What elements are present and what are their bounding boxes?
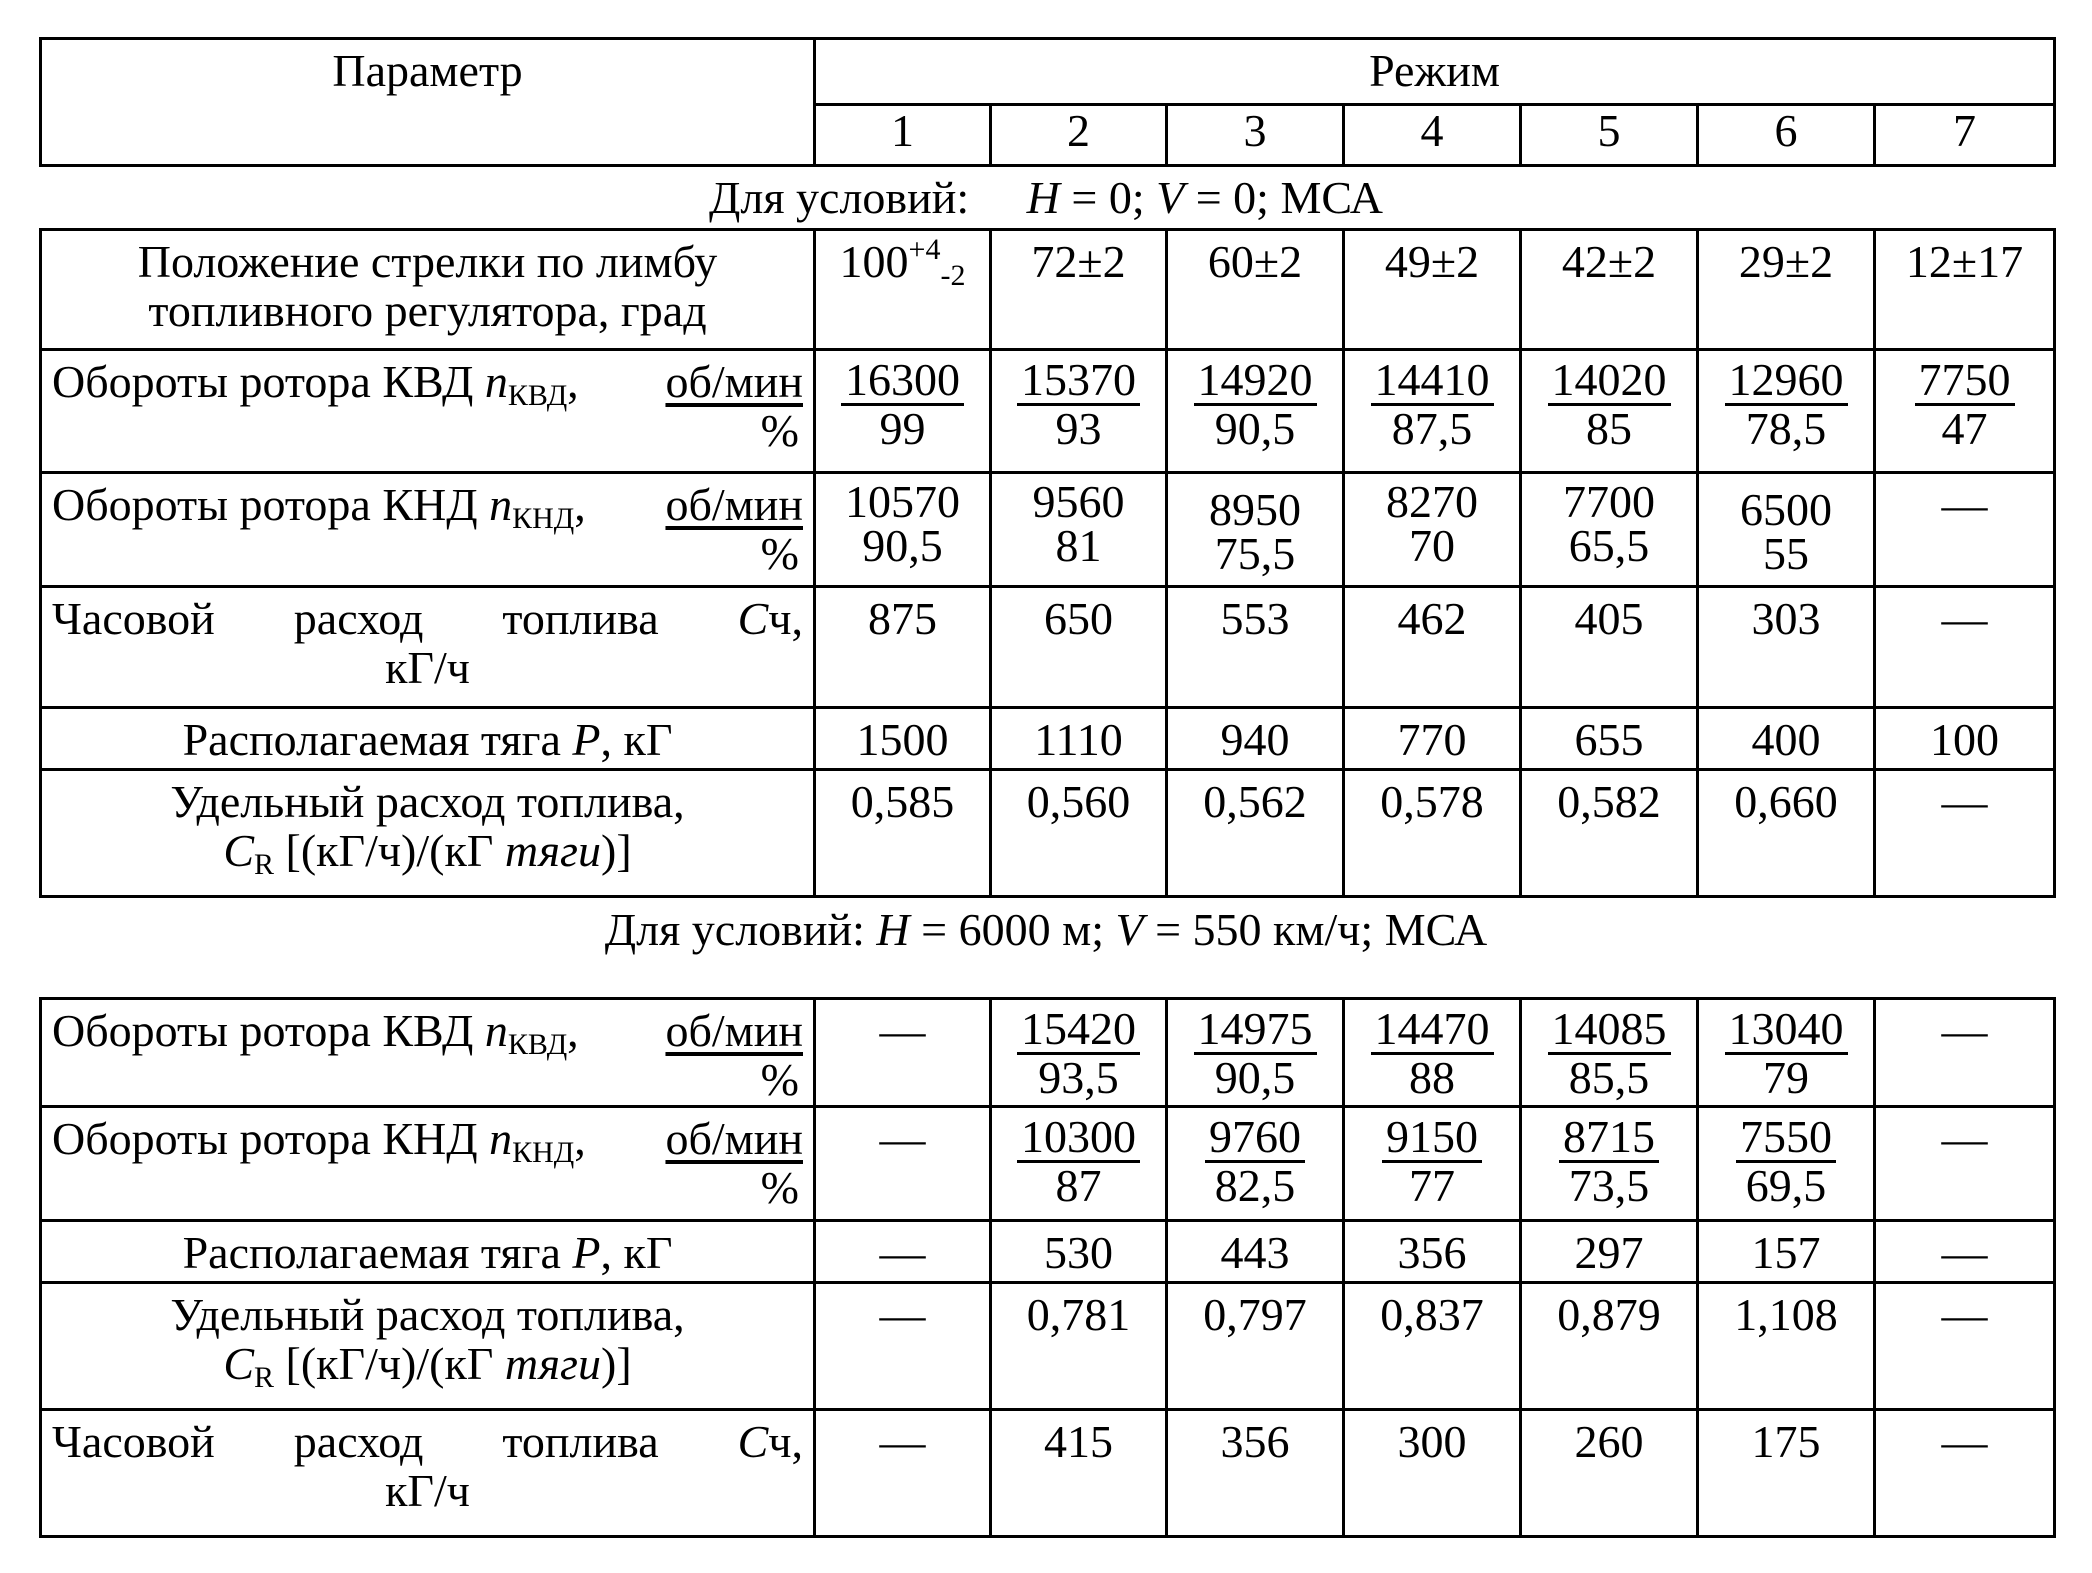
value-cell [1698,999,1875,1107]
value-cell [1521,350,1698,473]
value-cell: 297 [1521,1221,1698,1283]
cond-h-value: = 6000 м; [909,904,1116,955]
value-cell [1344,350,1521,473]
value-cell: 60±2 [1167,230,1344,350]
mode-number: 5 [1521,105,1698,166]
value-cell: 940 [1167,708,1344,770]
value-cell [991,350,1167,473]
cond-v-value: = 550 км/ч; МСА [1143,904,1488,955]
param-symbol: C [223,1338,255,1389]
value-cell: 49±2 [1344,230,1521,350]
value-cell: 0,582 [1521,770,1698,897]
unit-numerator: об/мин [665,479,803,530]
value-cell: 42±2 [1521,230,1698,350]
param-cell: Обороты ротора КНД $n_{КНД}$, об/мин % [41,1107,815,1221]
param-unit: кГ/ч [385,1465,470,1516]
param-unit: [(кГ/ч)/(кГ [274,825,505,876]
value-bottom: 75,5 [1214,528,1296,579]
value-cell [991,1107,1167,1221]
param-label: расход [293,593,424,644]
param-label: топлива [502,593,659,644]
value-cell: 175 [1698,1410,1875,1537]
value-bottom: 79 [1763,1052,1809,1103]
param-cell: Обороты ротора КВД $n_{КВД}$, об/мин % [41,999,815,1107]
row-hourly-fuel [41,587,2055,708]
param-label: Удельный расход топлива, [170,776,685,827]
value-cell: 655 [1521,708,1698,770]
value-bottom: 77 [1409,1160,1455,1211]
value-cell: 415 [991,1410,1167,1537]
cond-prefix: Для условий: [604,904,877,955]
unit-numerator: об/мин [665,356,803,407]
value-bottom: 85 [1586,403,1632,454]
value-cell: 405 [1521,587,1698,708]
value-cell [1344,1107,1521,1221]
value-cell: 356 [1344,1221,1521,1283]
value-cell: 260 [1521,1410,1698,1537]
param-symbol: P [572,1227,601,1278]
value-cell: 650 [991,587,1167,708]
value-top: 7700 [1563,476,1655,527]
value-cell [1698,350,1875,473]
param-unit: , кГ [600,714,673,765]
param-label: Располагаемая тяга [182,1227,573,1278]
param-subscript: КНД [512,1136,575,1169]
value-bottom: 47 [1941,403,1988,454]
value-base: 100 [839,236,909,287]
value-cell: 0,562 [1167,770,1344,897]
value-top: 7550 [1736,1114,1836,1163]
value-cell [991,999,1167,1107]
value-cell [991,473,1167,587]
value-cell [815,350,991,473]
value-cell: — [815,1107,991,1221]
value-cell [1167,1107,1344,1221]
param-label: Обороты ротора КНД [52,1113,490,1164]
param-symbol: C [223,825,255,876]
value-bottom: 93 [1055,403,1102,454]
value-cell: 72±2 [991,230,1167,350]
row-knd-rpm [41,1107,2055,1221]
value-cell [1698,473,1875,587]
value-cell [1344,473,1521,587]
value-cell: — [815,999,991,1107]
param-cell [41,1410,815,1537]
value-top: 6500 [1740,484,1832,535]
section1-table [39,228,2056,898]
param-cell [41,230,815,350]
param-label: Часовой [52,593,215,644]
value-cell: 530 [991,1221,1167,1283]
param-symbol: n [484,1005,508,1056]
param-label: Обороты ротора КНД [52,479,490,530]
cond-v-value: = 0; МСА [1184,172,1383,223]
param-label: Часовой [52,1416,215,1467]
value-bottom: 90,5 [862,520,943,571]
value-cell [1167,999,1344,1107]
value-top: 9760 [1205,1114,1305,1163]
value-bottom: 87 [1055,1160,1102,1211]
param-header-label: Параметр [332,45,523,96]
value-cell: 553 [1167,587,1344,708]
value-cell: — [1875,1410,2055,1537]
value-top: 15420 [1017,1006,1140,1055]
value-cell: — [815,1283,991,1410]
value-cell [1521,1107,1698,1221]
row-thrust [41,708,2055,770]
param-subscript: КНД [512,502,575,535]
value-cell [1521,473,1698,587]
value-cell: — [1875,1221,2055,1283]
param-label: Обороты ротора КВД [52,1005,485,1056]
value-bottom: 78,5 [1745,403,1827,454]
value-bottom: 99 [879,403,926,454]
value-bottom: 85,5 [1568,1052,1650,1103]
value-cell [1875,350,2055,473]
header-table [39,37,2056,167]
value-cell: — [1875,770,2055,897]
param-cell [41,708,815,770]
param-label: топливного регулятора, град [148,285,707,336]
unit-denominator: % [760,405,799,456]
value-cell [1698,1107,1875,1221]
value-bottom: 93,5 [1038,1052,1119,1103]
param-symbol: n [489,479,513,530]
param-unit: )] [601,1338,632,1389]
row-specific-fuel [41,1283,2055,1410]
value-top: 14410 [1371,357,1494,406]
mode-number: 4 [1344,105,1521,166]
value-cell: — [1875,1283,2055,1410]
value-cell: 0,797 [1167,1283,1344,1410]
unit-denominator: % [760,1162,799,1213]
value-top: 8950 [1209,484,1301,535]
value-cell: 0,879 [1521,1283,1698,1410]
param-unit: [(кГ/ч)/(кГ [274,1338,505,1389]
value-top: 10300 [1017,1114,1140,1163]
value-top: 13040 [1725,1006,1848,1055]
row-hourly-fuel [41,1410,2055,1537]
param-subscript: R [254,1361,275,1394]
value-cell: 400 [1698,708,1875,770]
value-top: 14085 [1548,1006,1671,1055]
value-cell: 100 [1875,708,2055,770]
value-top: 14470 [1371,1006,1494,1055]
cond-h-value: = 0; [1059,172,1157,223]
value-bottom: 90,5 [1214,403,1296,454]
value-bottom: 73,5 [1568,1160,1650,1211]
value-cell [815,473,991,587]
param-subscript: R [254,848,275,881]
param-cell: Обороты ротора КНД $n_{КНД}$, об/мин % [41,473,815,587]
mode-number: 1 [815,105,991,166]
value-cell: 0,837 [1344,1283,1521,1410]
value-bottom: 65,5 [1568,520,1650,571]
value-cell [1167,350,1344,473]
value-cell: — [815,1410,991,1537]
param-unit: )] [601,825,632,876]
param-symbol: C [737,593,769,644]
value-top: 16300 [841,357,964,406]
value-cell: 157 [1698,1221,1875,1283]
value-top: 14020 [1548,357,1671,406]
param-cell [41,770,815,897]
value-top: 14975 [1194,1006,1317,1055]
row-thrust [41,1221,2055,1283]
param-unit: , кГ [600,1227,673,1278]
value-cell: 0,560 [991,770,1167,897]
value-top: 8715 [1559,1114,1659,1163]
value-top: 8270 [1386,476,1478,527]
param-label: Обороты ротора КВД [52,356,485,407]
param-label: топлива [502,1416,659,1467]
param-cell [41,1221,815,1283]
value-cell: 875 [815,587,991,708]
param-symbol: C [737,1416,769,1467]
param-cell [41,1283,815,1410]
value-cell: — [1875,1107,2055,1221]
value-cell: 0,585 [815,770,991,897]
mode-header-label: Режим [1369,45,1500,96]
param-symbol: n [484,356,508,407]
param-label: Располагаемая тяга [182,714,573,765]
value-cell: 29±2 [1698,230,1875,350]
mode-header [815,39,2055,105]
param-cell [41,587,815,708]
param-symbol: P [572,714,601,765]
value-bottom: 81 [1055,520,1102,571]
unit-numerator: об/мин [665,1113,803,1164]
param-unit-italic: тяги [504,1338,602,1389]
cond-v-symbol: V [1156,172,1185,223]
value-cell: — [815,1221,991,1283]
cond-h-symbol: H [876,904,910,955]
value-cell [1167,473,1344,587]
row-kvd-rpm [41,350,2055,473]
value-cell [815,230,991,350]
value-cell: 1110 [991,708,1167,770]
param-cell: Обороты ротора КВД $n_{КВД}$, об/мин % [41,350,815,473]
value-cell: 300 [1344,1410,1521,1537]
value-bottom: 90,5 [1214,1052,1296,1103]
value-top: 10570 [845,476,960,527]
value-top: 15370 [1017,357,1140,406]
param-label: расход [293,1416,424,1467]
value-top: 14920 [1194,357,1317,406]
mode-number: 6 [1698,105,1875,166]
cond-h-symbol: H [1026,172,1060,223]
param-label: Положение стрелки по лимбу [137,236,718,287]
value-cell: 770 [1344,708,1521,770]
param-symbol-suffix: ч, [768,1416,803,1467]
condition-1 [0,172,2092,224]
value-cell: 0,781 [991,1283,1167,1410]
param-label: Удельный расход топлива, [170,1289,685,1340]
value-top: 9150 [1382,1114,1482,1163]
value-bottom: 88 [1409,1052,1455,1103]
unit-numerator: об/мин [665,1005,803,1056]
value-cell: — [1875,999,2055,1107]
value-cell: 1500 [815,708,991,770]
value-cell: 0,660 [1698,770,1875,897]
row-specific-fuel [41,770,2055,897]
param-symbol: n [489,1113,513,1164]
param-unit-italic: тяги [504,825,602,876]
cond-prefix: Для условий: [709,172,970,223]
value-top: 12960 [1725,357,1848,406]
mode-number: 3 [1167,105,1344,166]
value-top: 7750 [1915,357,2015,406]
param-subscript: КВД [507,379,568,412]
unit-denominator: % [760,1054,799,1105]
row-knd-rpm [41,473,2055,587]
value-sup: +4 [908,233,941,266]
value-cell [1344,999,1521,1107]
value-cell: — [1875,587,2055,708]
value-cell: 443 [1167,1221,1344,1283]
section2-table [39,997,2056,1538]
condition-2 [0,904,2092,956]
value-cell: 1,108 [1698,1283,1875,1410]
value-sub: -2 [940,259,966,292]
value-bottom: 87,5 [1391,403,1473,454]
cond-v-symbol: V [1115,904,1144,955]
row-kvd-rpm [41,999,2055,1107]
value-cell: 0,578 [1344,770,1521,897]
value-bottom: 70 [1409,520,1455,571]
value-cell: 303 [1698,587,1875,708]
mode-number: 7 [1875,105,2055,166]
value-cell: 356 [1167,1410,1344,1537]
value-bottom: 55 [1763,528,1809,579]
param-subscript: КВД [507,1028,568,1061]
param-symbol-suffix: ч, [768,593,803,644]
value-cell: — [1875,473,2055,587]
row-arrow-position [41,230,2055,350]
value-cell: 462 [1344,587,1521,708]
unit-denominator: % [760,528,799,579]
param-unit: кГ/ч [385,642,470,693]
param-header [41,39,815,166]
value-top: 9560 [1032,476,1125,527]
value-cell [1521,999,1698,1107]
value-bottom: 69,5 [1745,1160,1827,1211]
mode-number: 2 [991,105,1167,166]
value-bottom: 82,5 [1214,1160,1296,1211]
value-cell: 12±17 [1875,230,2055,350]
